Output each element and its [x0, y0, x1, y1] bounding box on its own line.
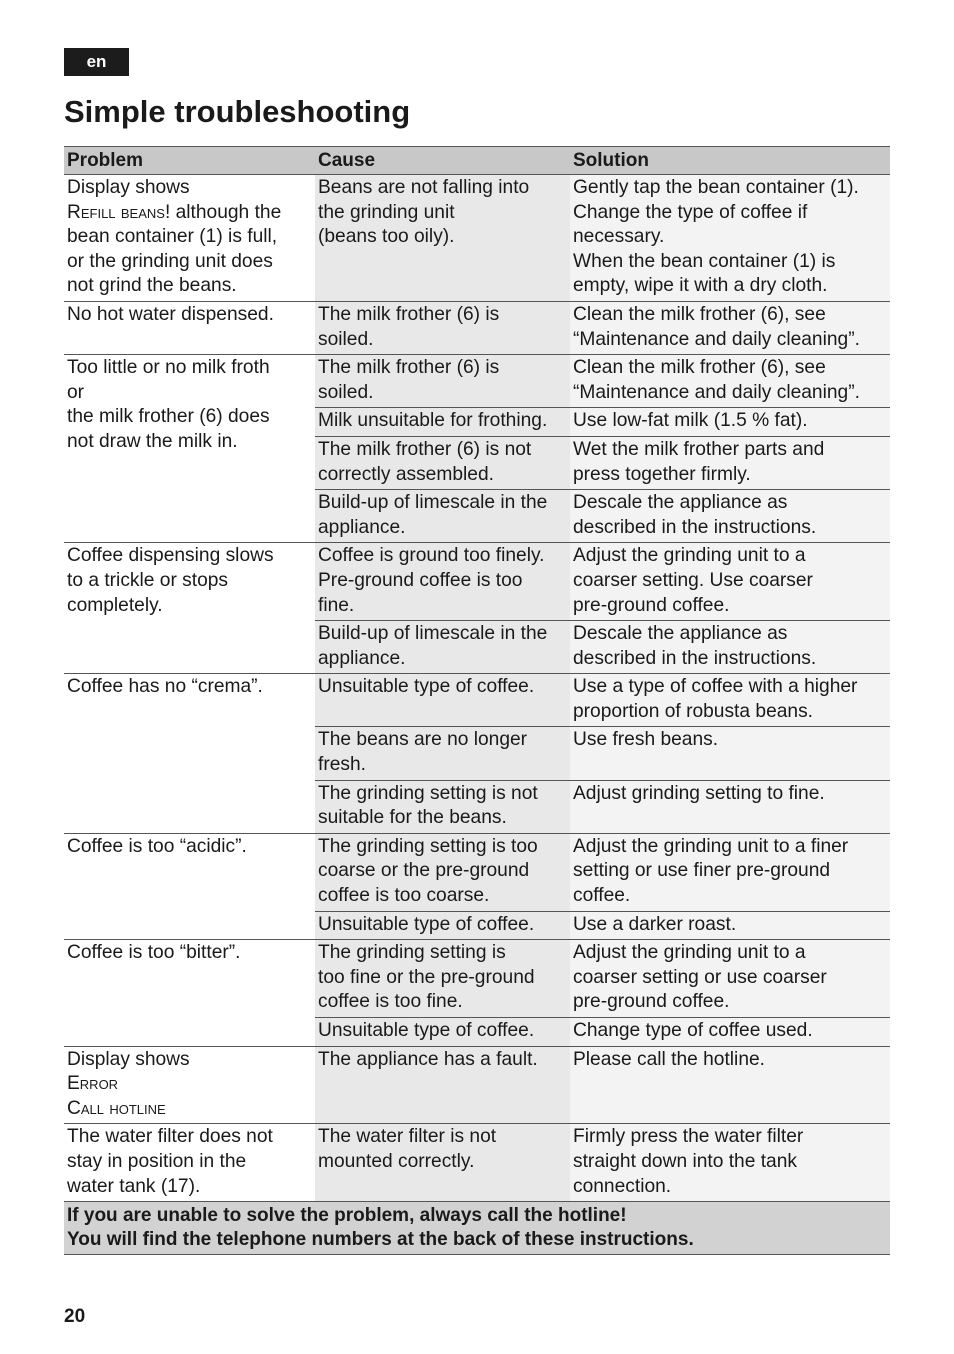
solution-cell: Firmly press the water filter straight down into the tank connection.	[570, 1124, 890, 1202]
cause-cell: The grinding setting is too fine or the pre-ground coffee is too fine.	[315, 940, 570, 1018]
problem-cell	[64, 1046, 315, 1124]
problem-cell: Coffee dispensing slows to a trickle or stops completely.	[64, 543, 315, 674]
display-message: Refill beans!	[67, 201, 171, 223]
cause-cell: Milk unsuitable for frothing.	[315, 408, 570, 437]
solution-cell: Change type of coffee used.	[570, 1018, 890, 1047]
header-cause: Cause	[315, 147, 570, 175]
problem-line: Display shows	[67, 1048, 190, 1070]
display-message: Call hotline	[67, 1097, 166, 1119]
problem-cell: Coffee has no “crema”.	[64, 674, 315, 834]
cause-cell: The milk frother (6) is not correctly assembled.	[315, 436, 570, 489]
solution-cell: Gently tap the bean container (1). Change the type of coffee if necessary. When the bean container (1) is empty, wipe it with a dry cloth.	[570, 175, 890, 302]
problem-cell: Too little or no milk froth or the milk frother (6) does not draw the milk in.	[64, 355, 315, 543]
problem-line: or the grinding unit does	[67, 250, 273, 272]
cause-cell: Unsuitable type of coffee.	[315, 911, 570, 940]
problem-cell: No hot water dispensed.	[64, 301, 315, 354]
solution-cell: Please call the hotline.	[570, 1046, 890, 1124]
cause-cell: Beans are not falling into the grinding unit (beans too oily).	[315, 175, 570, 302]
problem-cell: Coffee is too “bitter”.	[64, 940, 315, 1046]
display-message: Error	[67, 1073, 119, 1095]
hotline-note-row	[64, 1202, 890, 1255]
solution-cell: Descale the appliance as described in the instructions.	[570, 490, 890, 543]
cause-cell: Unsuitable type of coffee.	[315, 1018, 570, 1047]
table-row	[64, 833, 890, 911]
cause-cell: The beans are no longer fresh.	[315, 727, 570, 780]
solution-cell: Clean the milk frother (6), see “Maintenance and daily cleaning”.	[570, 301, 890, 354]
language-tab: en	[64, 48, 129, 76]
solution-cell: Adjust the grinding unit to a finer setting or use finer pre-ground coffee.	[570, 833, 890, 911]
problem-cell: Coffee is too “acidic”.	[64, 833, 315, 939]
solution-cell: Adjust the grinding unit to a coarser setting or use coarser pre-ground coffee.	[570, 940, 890, 1018]
problem-line: although the	[170, 201, 282, 223]
troubleshooting-table	[64, 146, 890, 1255]
header-problem: Problem	[64, 147, 315, 175]
cause-cell: The milk frother (6) is soiled.	[315, 355, 570, 408]
problem-line: bean container (1) is full,	[67, 226, 278, 248]
problem-cell	[64, 175, 315, 302]
cause-cell: The grinding setting is not suitable for the beans.	[315, 780, 570, 833]
cause-cell: The milk frother (6) is soiled.	[315, 301, 570, 354]
page-title: Simple troubleshooting	[64, 94, 411, 129]
solution-cell: Wet the milk frother parts and press together firmly.	[570, 436, 890, 489]
problem-line: not grind the beans.	[67, 275, 237, 297]
table-row	[64, 1046, 890, 1124]
solution-cell: Descale the appliance as described in the instructions.	[570, 621, 890, 674]
cause-cell: Coffee is ground too finely. Pre-ground coffee is too fine.	[315, 543, 570, 621]
solution-cell: Use a type of coffee with a higher proportion of robusta beans.	[570, 674, 890, 727]
table-row	[64, 1124, 890, 1202]
problem-line: Display shows	[67, 177, 190, 198]
page-number: 20	[64, 1306, 86, 1327]
cause-cell: The appliance has a fault.	[315, 1046, 570, 1124]
cause-cell: The grinding setting is too coarse or the pre-ground coffee is too coarse.	[315, 833, 570, 911]
table-row	[64, 175, 890, 302]
solution-cell: Adjust the grinding unit to a coarser setting. Use coarser pre-ground coffee.	[570, 543, 890, 621]
solution-cell: Use a darker roast.	[570, 911, 890, 940]
solution-cell: Use fresh beans.	[570, 727, 890, 780]
cause-cell: The water filter is not mounted correctly.	[315, 1124, 570, 1202]
solution-cell: Use low-fat milk (1.5 % fat).	[570, 408, 890, 437]
table-row	[64, 674, 890, 727]
solution-cell: Adjust grinding setting to fine.	[570, 780, 890, 833]
solution-cell: Clean the milk frother (6), see “Maintenance and daily cleaning”.	[570, 355, 890, 408]
table-row	[64, 940, 890, 1018]
table-row	[64, 301, 890, 354]
table-header-row	[64, 147, 890, 175]
cause-cell: Unsuitable type of coffee.	[315, 674, 570, 727]
cause-cell: Build-up of limescale in the appliance.	[315, 490, 570, 543]
problem-cell: The water filter does not stay in position in the water tank (17).	[64, 1124, 315, 1202]
header-solution: Solution	[570, 147, 890, 175]
cause-cell: Build-up of limescale in the appliance.	[315, 621, 570, 674]
hotline-note: If you are unable to solve the problem, always call the hotline! You will find the telephone numbers at the back of these instructions.	[64, 1202, 890, 1255]
table-row	[64, 543, 890, 621]
table-row	[64, 355, 890, 408]
